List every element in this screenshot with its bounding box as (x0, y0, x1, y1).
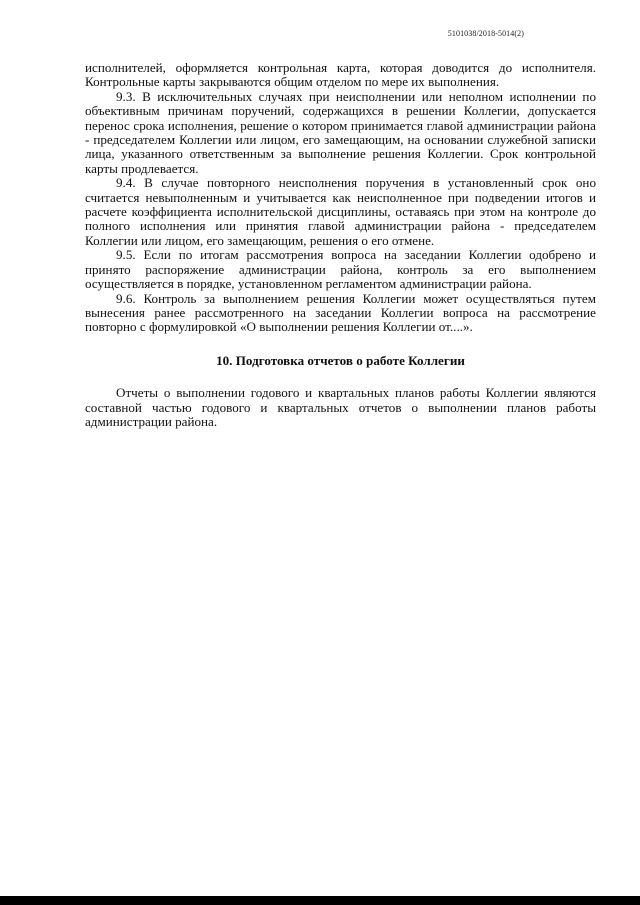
paragraph-continuation: исполнителей, оформляется контрольная карта, которая доводится до исполнителя. Контрольные карты закрываются общим отделом по мере их выполнения. (85, 60, 596, 90)
paragraph-9-6: 9.6. Контроль за выполнением решения Коллегии может осуществляться путем вынесения ранее рассмотренного на заседании Коллегии вопроса на рассмотрение повторно с формулировкой «О выполнении решения Коллегии от....». (85, 290, 596, 335)
paragraph-9-3: 9.3. В исключительных случаях при неисполнении или неполном исполнении по объективным причинам поручений, содержащихся в решении Коллегии, допускается перенос срока исполнения, решение о котором принимается главой администрации района - председателем Коллегии или лицом, его замещающим, на основании служебной записки лица, указанного ответственным за выполнение решения Коллегии. Срок контрольной карты продлевается. (85, 88, 596, 176)
scan-edge-bar (0, 896, 640, 905)
paragraph-9-4: 9.4. В случае повторного неисполнения поручения в установленный срок оно считается невыполненным и учитывается как неисполненное при подведении итогов и расчете коэффициента исполнительской дисциплины, оставаясь при этом на контроле до полного исполнения или принятия главой администрации района - председателем Коллегии или лицом, его замещающим, решения о его отмене. (85, 175, 596, 248)
paragraph-9-5: 9.5. Если по итогам рассмотрения вопроса на заседании Коллегии одобрено и принято распоряжение администрации района, контроль за его выполнением осуществляется в порядке, установленном регламентом администрации района. (85, 247, 596, 292)
document-number: 5101038/2018-5014(2) (447, 29, 524, 38)
paragraph-reports: Отчеты о выполнении годового и квартальных планов работы Коллегии являются составной частью годового и квартальных отчетов о выполнении планов работы администрации района. (85, 385, 596, 429)
section-heading: 10. Подготовка отчетов о работе Коллегии (216, 352, 465, 368)
document-body (85, 61, 596, 429)
